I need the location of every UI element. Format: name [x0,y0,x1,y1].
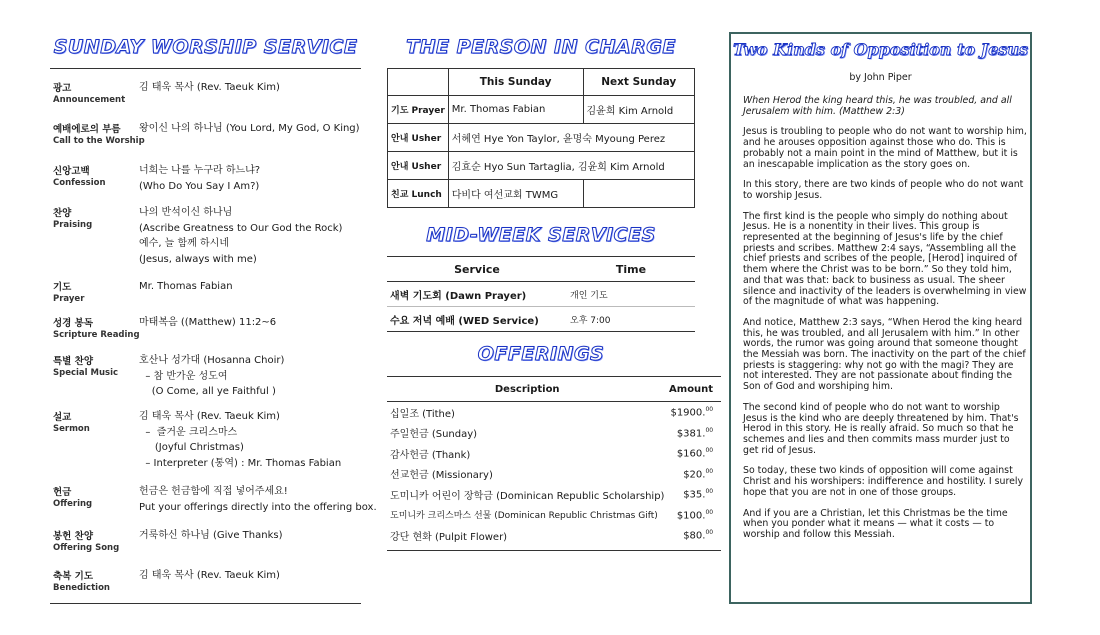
offering-amount [667,402,721,423]
this-sunday-header: This Sunday [448,69,583,96]
offerings-table [387,376,721,551]
offering-amount-cents: 00 [705,508,714,516]
midweek-service: 새벽 기도회 (Dawn Prayer) [387,282,567,307]
offering-amount [667,525,721,550]
worship-item-english: Call to the Worship [53,136,145,146]
article-quote: When Herod the king heard this, he was troubled, and all Jerusalem with him. (Matthew 2:3) [743,95,1012,117]
offering-description: 감사헌금 (Thank) [390,449,471,461]
worship-item-korean: 찬양 [53,208,72,219]
offering-description: 선교헌금 (Missionary) [390,470,493,482]
offering-row [387,402,721,423]
article-box [729,32,1032,604]
charge-header-row [388,69,695,96]
worship-item-detail: 김 태욱 목사 (Rev. Taeuk Kim) [139,82,280,93]
offering-row [387,464,721,485]
description-column-header: Description [387,377,667,402]
charge-this-sunday: 서혜연 Hye Yon Taylor, 윤명숙 Myoung Perez [448,124,694,152]
worship-item-detail: 왕이신 나의 하나님 (You Lord, My God, O King) [139,123,360,134]
worship-item-english: Offering Song [53,543,120,553]
midweek-services-title: MID-WEEK SERVICES [426,224,656,246]
offering-description: 십일조 (Tithe) [390,408,455,420]
midweek-row [387,307,695,332]
offering-amount [667,443,721,464]
charge-row [388,180,695,208]
offering-amount-cents: 00 [705,447,714,455]
midweek-row [387,282,695,307]
offering-row [387,505,721,526]
offering-amount-value: $35. [683,489,706,501]
worship-item-english: Special Music [53,368,119,378]
offering-amount-cents: 00 [705,488,714,496]
worship-item-english: Praising [53,220,93,230]
offering-amount-cents: 00 [705,406,714,414]
article-paragraph: And if you are a Christian, let this Christmas be the time when you ponder what it means — what it costs — to worship and follow this Messiah. [743,507,1008,540]
charge-role: 친교 Lunch [388,180,449,208]
midweek-header-row [387,257,695,282]
worship-item-detail: Mr. Thomas Fabian [139,281,233,292]
worship-item-korean: 예배에로의 부름 [53,124,121,135]
worship-item-detail: 김 태욱 목사 (Rev. Taeuk Kim) – 즐거운 크리스마스 (Joyful Christmas) – Interpreter (통역) : Mr. Thomas Fabian [139,411,342,469]
worship-item-korean: 성경 봉독 [53,318,94,329]
offering-amount-value: $160. [676,448,706,460]
next-sunday-header: Next Sunday [583,69,695,96]
midweek-service: 수요 저녁 예배 (WED Service) [387,307,567,332]
charge-this-sunday: 김효순 Hyo Sun Tartaglia, 김윤희 Kim Arnold [448,152,694,180]
worship-item-english: Benediction [53,583,110,593]
worship-item-english: Confession [53,178,106,188]
amount-column-header: Amount [667,377,721,402]
worship-item-english: Prayer [53,294,85,304]
midweek-time: 오후 7:00 [567,307,695,332]
offering-description: 도미니카 어린이 장학금 (Dominican Republic Scholarship) [390,490,665,502]
offering-amount [667,505,721,526]
person-in-charge-table [387,68,695,208]
worship-top-rule [50,68,361,69]
worship-service-title: SUNDAY WORSHIP SERVICE [53,36,358,58]
article-author: by John Piper [849,72,912,83]
worship-item-detail: 헌금은 헌금함에 직접 넣어주세요! Put your offerings directly into the offering box. [139,486,377,513]
offering-amount [667,464,721,485]
offering-row [387,443,721,464]
offering-amount-cents: 00 [705,467,714,475]
worship-item-korean: 광고 [53,83,72,94]
worship-item-detail: 나의 반석이신 하나님 (Ascribe Greatness to Our God the Rock) 예수, 늘 함께 하시네 (Jesus, always with me) [139,207,343,265]
time-column-header: Time [567,257,695,282]
offering-description: 주일헌금 (Sunday) [390,429,478,441]
offering-amount-cents: 00 [705,426,714,434]
worship-item-detail: 호산나 성가대 (Hosanna Choir) – 참 반가운 성도여 (O Come, all ye Faithful ) [139,355,285,397]
person-in-charge-title: THE PERSON IN CHARGE [406,36,676,58]
offering-amount-value: $80. [683,530,706,542]
worship-item-detail: 거룩하신 하나님 (Give Thanks) [139,530,283,541]
offering-row [387,525,721,550]
offering-amount-value: $381. [676,427,706,439]
worship-item-detail: 마태복음 ((Matthew) 11:2~6 [139,317,277,328]
offering-amount-value: $20. [683,468,706,480]
article-paragraph: The second kind of people who do not want to worship Jesus is the kind who are deeply threatened by him. That's Herod in this story. He is really afraid. So much so that he schemes and lies and then commits mass murder just to get rid of Jesus. [743,401,1019,456]
article-paragraph: The first kind is the people who simply do nothing about Jesus. He is a nonentity in their lives. This group is represented at the beginning of Jesus's life by the chief priests and scribes. Matthew 2:4 says, “Assembling all the chief priests and scribes of the people, [Herod] inquired of them where the Christ was to be born.” So they told him, and that was that: back to business as usual. The sheer silence and inactivity of the leaders is overwhelming in view of the magnitude of what was happening. [743,210,1027,308]
midweek-time: 개인 기도 [567,282,695,307]
worship-item-korean: 특별 찬양 [53,356,94,367]
article-paragraph: In this story, there are two kinds of people who do not want to worship Jesus. [743,179,1024,201]
charge-empty-header [388,69,449,96]
offering-amount-value: $1900. [670,407,706,419]
offering-amount [667,484,721,505]
offerings-title: OFFERINGS [477,343,605,365]
worship-item-english: Announcement [53,95,126,105]
offering-description: 강단 현화 (Pulpit Flower) [387,525,667,550]
article-paragraph: And notice, Matthew 2:3 says, “When Herod the king heard this, he was troubled, and all Jerusalem with him.” In other words, the rumor was going around that someone thought the Messiah was born. The inactivity on the part of the chief priests is staggering: why not go with the magi? They are not interested. They are not passionate about finding the Son of God and worshiping him. [743,316,1026,393]
offering-description: 도미니카 크리스마스 선물 (Dominican Republic Christmas Gift) [390,511,658,522]
article-body [743,96,1027,551]
offering-row [387,423,721,444]
offering-amount-value: $100. [676,509,706,521]
worship-item-detail: 너희는 나를 누구라 하느냐? (Who Do You Say I Am?) [139,165,261,192]
service-column-header: Service [387,257,567,282]
charge-row [388,124,695,152]
worship-item-korean: 축복 기도 [53,571,94,582]
article-paragraph: Jesus is troubling to people who do not want to worship him, and he arouses opposition against those who do. This is probably not a main point in the mind of Matthew, but it is an inescapable implication as the story goes on. [743,126,1027,170]
article-title: Two Kinds of Opposition to Jesus [732,40,1029,59]
worship-item-english: Offering [53,499,93,509]
charge-row [388,96,695,124]
worship-item-korean: 설교 [53,412,72,423]
worship-item-english: Sermon [53,424,90,434]
charge-role: 안내 Usher [388,152,449,180]
offerings-header-row [387,377,721,402]
charge-next-sunday [583,180,695,208]
charge-role: 안내 Usher [388,124,449,152]
offering-row [387,484,721,505]
worship-item-korean: 기도 [53,282,72,293]
charge-role: 기도 Prayer [388,96,449,124]
worship-item-english: Scripture Reading [53,330,140,340]
offering-amount [667,423,721,444]
charge-row [388,152,695,180]
worship-item-detail: 김 태욱 목사 (Rev. Taeuk Kim) [139,570,280,581]
midweek-services-table [387,256,695,332]
article-paragraph: So today, these two kinds of opposition will come against Christ and his worshipers: indifference and hostility. I surely hope that you are not in one of those groups. [743,465,1024,498]
charge-this-sunday: Mr. Thomas Fabian [448,96,583,124]
worship-item-korean: 신앙고백 [53,166,90,177]
charge-next-sunday: 김윤희 Kim Arnold [583,96,695,124]
charge-this-sunday: 다비다 여선교회 TWMG [448,180,583,208]
worship-item-korean: 봉헌 찬양 [53,531,94,542]
worship-bottom-rule [50,603,361,604]
offering-amount-cents: 00 [705,529,714,537]
worship-item-korean: 헌금 [53,487,72,498]
